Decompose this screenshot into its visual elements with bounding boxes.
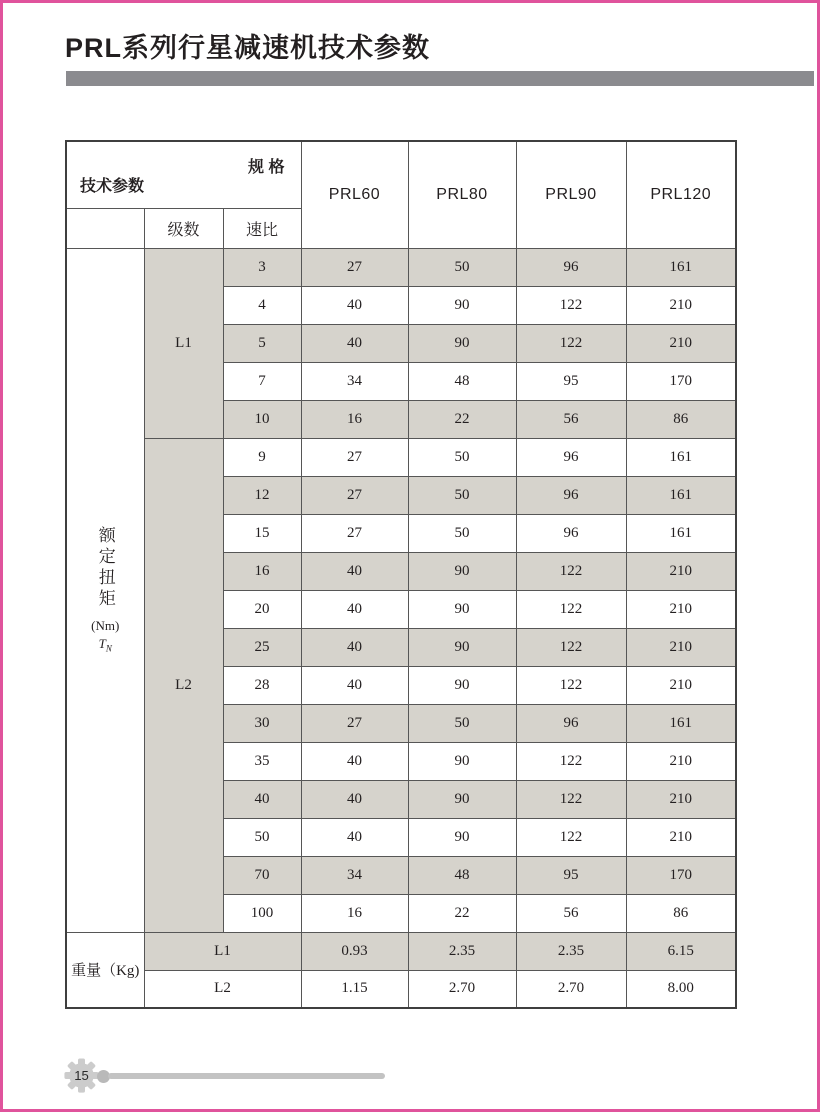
ratio-cell: 28 — [223, 666, 301, 704]
value-cell: 90 — [408, 590, 516, 628]
value-cell: 210 — [626, 818, 736, 856]
value-cell: 27 — [301, 514, 408, 552]
ratio-cell: 10 — [223, 400, 301, 438]
value-cell: 27 — [301, 438, 408, 476]
value-cell: 170 — [626, 856, 736, 894]
value-cell: 210 — [626, 780, 736, 818]
ratio-cell: 70 — [223, 856, 301, 894]
value-cell: 210 — [626, 552, 736, 590]
value-cell: 210 — [626, 286, 736, 324]
value-cell: 210 — [626, 590, 736, 628]
weight-stage-cell: L1 — [144, 932, 301, 970]
value-cell: 122 — [516, 286, 626, 324]
value-cell: 40 — [301, 666, 408, 704]
data-row — [66, 248, 736, 286]
value-cell: 22 — [408, 400, 516, 438]
ratio-cell: 4 — [223, 286, 301, 324]
value-cell: 16 — [301, 400, 408, 438]
weight-value-cell: 2.70 — [408, 970, 516, 1008]
value-cell: 27 — [301, 248, 408, 286]
value-cell: 170 — [626, 362, 736, 400]
torque-row-header — [66, 248, 144, 932]
ratio-cell: 20 — [223, 590, 301, 628]
page-number: 15 — [74, 1067, 89, 1083]
value-cell: 210 — [626, 324, 736, 362]
weight-row — [66, 970, 736, 1008]
value-cell: 50 — [408, 704, 516, 742]
value-cell: 122 — [516, 780, 626, 818]
value-cell: 161 — [626, 438, 736, 476]
spec-table-container — [65, 140, 735, 1009]
ratio-cell: 30 — [223, 704, 301, 742]
value-cell: 40 — [301, 628, 408, 666]
ratio-cell: 7 — [223, 362, 301, 400]
gear-page-marker-icon — [64, 1058, 99, 1093]
value-cell: 90 — [408, 742, 516, 780]
value-cell: 96 — [516, 438, 626, 476]
value-cell: 122 — [516, 666, 626, 704]
torque-label: 额定扭矩 — [95, 526, 115, 611]
value-cell: 122 — [516, 742, 626, 780]
tech-params-corner-label: 技术参数 — [80, 177, 145, 195]
value-cell: 96 — [516, 248, 626, 286]
weight-value-cell: 8.00 — [626, 970, 736, 1008]
value-cell: 122 — [516, 324, 626, 362]
value-cell: 40 — [301, 590, 408, 628]
ratio-cell: 15 — [223, 514, 301, 552]
value-cell: 90 — [408, 324, 516, 362]
data-row — [66, 438, 736, 476]
value-cell: 90 — [408, 780, 516, 818]
value-cell: 90 — [408, 818, 516, 856]
value-cell: 122 — [516, 552, 626, 590]
ratio-cell: 12 — [223, 476, 301, 514]
empty-header-cell — [66, 208, 144, 248]
ratio-cell: 3 — [223, 248, 301, 286]
value-cell: 48 — [408, 856, 516, 894]
page-title: PRL系列行星减速机技术参数 — [65, 33, 430, 63]
weight-value-cell: 1.15 — [301, 970, 408, 1008]
spec-corner-label: 规 格 — [248, 159, 285, 176]
value-cell: 40 — [301, 818, 408, 856]
value-cell: 40 — [301, 324, 408, 362]
value-cell: 50 — [408, 438, 516, 476]
ratio-cell: 35 — [223, 742, 301, 780]
value-cell: 40 — [301, 742, 408, 780]
value-cell: 34 — [301, 362, 408, 400]
value-cell: 96 — [516, 704, 626, 742]
value-cell: 210 — [626, 628, 736, 666]
weight-value-cell: 2.70 — [516, 970, 626, 1008]
value-cell: 40 — [301, 286, 408, 324]
value-cell: 40 — [301, 552, 408, 590]
diagonal-header-cell — [66, 141, 301, 208]
value-cell: 90 — [408, 286, 516, 324]
column-header-prl60: PRL60 — [301, 141, 408, 248]
spec-table — [65, 140, 737, 1009]
stage-column-header: 级数 — [144, 208, 223, 248]
title-underline-bar — [66, 71, 814, 86]
ratio-cell: 9 — [223, 438, 301, 476]
ratio-column-header: 速比 — [223, 208, 301, 248]
value-cell: 86 — [626, 400, 736, 438]
value-cell: 210 — [626, 742, 736, 780]
value-cell: 95 — [516, 362, 626, 400]
value-cell: 86 — [626, 894, 736, 932]
weight-value-cell: 2.35 — [408, 932, 516, 970]
value-cell: 27 — [301, 704, 408, 742]
column-header-prl80: PRL80 — [408, 141, 516, 248]
value-cell: 161 — [626, 704, 736, 742]
ratio-cell: 5 — [223, 324, 301, 362]
torque-unit: (Nm) — [91, 618, 120, 634]
torque-symbol: $T_N$ — [98, 636, 112, 654]
value-cell: 50 — [408, 514, 516, 552]
weight-stage-cell: L2 — [144, 970, 301, 1008]
column-header-prl90: PRL90 — [516, 141, 626, 248]
value-cell: 90 — [408, 628, 516, 666]
value-cell: 96 — [516, 514, 626, 552]
value-cell: 90 — [408, 666, 516, 704]
value-cell: 56 — [516, 400, 626, 438]
weight-value-cell: 6.15 — [626, 932, 736, 970]
value-cell: 95 — [516, 856, 626, 894]
value-cell: 40 — [301, 780, 408, 818]
value-cell: 16 — [301, 894, 408, 932]
value-cell: 96 — [516, 476, 626, 514]
weight-value-cell: 0.93 — [301, 932, 408, 970]
value-cell: 122 — [516, 590, 626, 628]
value-cell: 50 — [408, 476, 516, 514]
column-header-prl120: PRL120 — [626, 141, 736, 248]
ratio-cell: 100 — [223, 894, 301, 932]
value-cell: 122 — [516, 628, 626, 666]
value-cell: 161 — [626, 514, 736, 552]
value-cell: 161 — [626, 476, 736, 514]
value-cell: 90 — [408, 552, 516, 590]
weight-row — [66, 932, 736, 970]
weight-row-header: 重量（Kg) — [66, 932, 144, 1008]
ratio-cell: 50 — [223, 818, 301, 856]
footer-rule-line — [108, 1073, 385, 1079]
header-row-top — [66, 141, 736, 208]
table-body — [66, 248, 736, 1008]
value-cell: 50 — [408, 248, 516, 286]
stage-group-cell: L2 — [144, 438, 223, 932]
value-cell: 27 — [301, 476, 408, 514]
value-cell: 22 — [408, 894, 516, 932]
value-cell: 122 — [516, 818, 626, 856]
value-cell: 210 — [626, 666, 736, 704]
ratio-cell: 40 — [223, 780, 301, 818]
ratio-cell: 16 — [223, 552, 301, 590]
weight-value-cell: 2.35 — [516, 932, 626, 970]
stage-group-cell: L1 — [144, 248, 223, 438]
value-cell: 161 — [626, 248, 736, 286]
value-cell: 34 — [301, 856, 408, 894]
value-cell: 56 — [516, 894, 626, 932]
value-cell: 48 — [408, 362, 516, 400]
ratio-cell: 25 — [223, 628, 301, 666]
